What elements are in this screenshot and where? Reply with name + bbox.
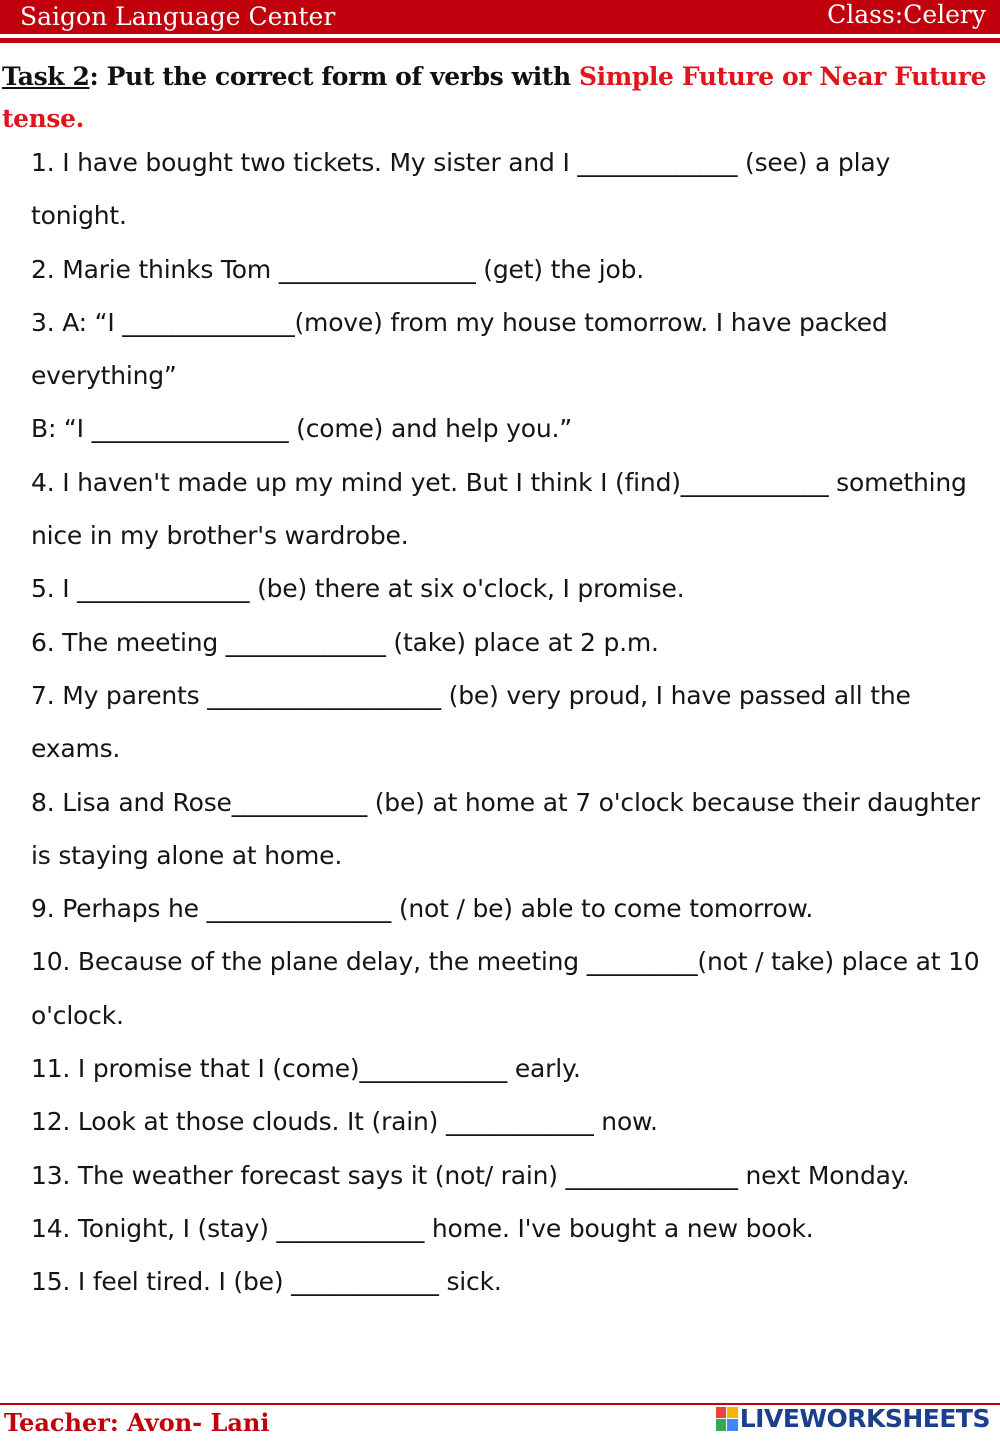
exercise-item: 1. I have bought two tickets. My sister and I _____________ (see) a play tonight. [31,148,891,231]
exercise-item: 4. I haven't made up my mind yet. But I think I (find)____________ something nice in my brother's wardrobe. [31,467,967,551]
exercise-item: 15. I feel tired. I (be) ____________ sick. [31,1267,502,1297]
exercise-item: 5. I ______________ (be) there at six o'clock, I promise. [31,574,685,604]
exercise-list [31,136,981,1309]
header-divider [0,38,1000,43]
exercise-item: 6. The meeting _____________ (take) place at 2 p.m. [31,627,659,657]
liveworksheets-logo-icon [716,1407,738,1431]
header-bar [0,0,1000,34]
exercise-item: 10. Because of the plane delay, the meeting _________(not / take) place at 10 o'clock. [31,947,980,1030]
exercise-item: B: “I ________________ (come) and help you.” [31,414,572,444]
exercise-item: 11. I promise that I (come)____________ early. [31,1054,581,1084]
class-name: Class:Celery [827,0,986,29]
task-title [2,56,992,140]
task-label: Task 2 [2,62,90,91]
exercise-item: 2. Marie thinks Tom ________________ (get) the job. [31,254,645,284]
exercise-item: 13. The weather forecast says it (not/ rain) ______________ next Monday. [31,1160,910,1190]
exercise-item: 14. Tonight, I (stay) ____________ home. I've bought a new book. [31,1213,814,1243]
task-highlight: Simple Future or Near Future tense. [2,62,987,133]
teacher-name: Teacher: Avon- Lani [4,1408,270,1437]
exercise-item: 9. Perhaps he _______________ (not / be) able to come tomorrow. [31,894,814,924]
school-name: Saigon Language Center [20,2,336,31]
liveworksheets-brand [716,1404,990,1433]
task-instruction: : Put the correct form of verbs with [89,62,580,91]
brand-text: LIVEWORKSHEETS [739,1404,990,1433]
exercise-item: 8. Lisa and Rose___________ (be) at home at 7 o'clock because their daughter is staying alone at home. [31,787,980,870]
exercise-item: 7. My parents ___________________ (be) very proud, I have passed all the exams. [31,680,911,764]
exercise-item: 12. Look at those clouds. It (rain) ____________ now. [31,1107,658,1137]
exercise-item: 3. A: “I ______________(move) from my house tomorrow. I have packed everything” [31,307,888,391]
